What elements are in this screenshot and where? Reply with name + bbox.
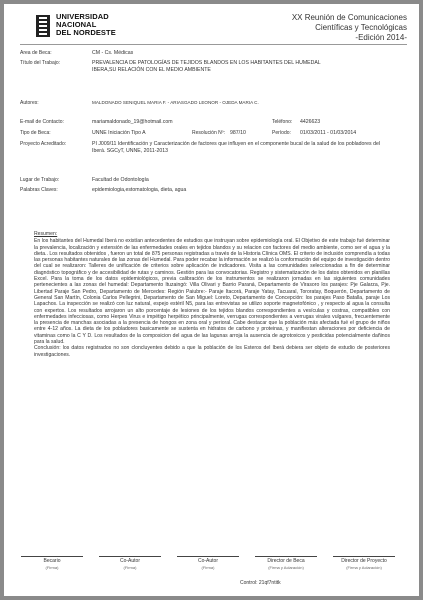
period-label: Período: — [272, 130, 291, 136]
email-label: E-mail de Contacto: — [20, 119, 64, 125]
signature-line — [21, 556, 83, 557]
place-value: Facultad de Odontología — [92, 177, 149, 183]
period-value: 01/03/2011 - 01/03/2014 — [300, 130, 357, 136]
signature-sub: (Firma) — [123, 565, 137, 570]
signature-title: Director de Beca — [267, 558, 305, 564]
signature-line — [177, 556, 239, 557]
signature-title: Co-Autor — [119, 558, 140, 564]
university-name — [56, 13, 116, 37]
header-divider — [20, 44, 407, 45]
signature-sub: (Firma y Aclaración) — [268, 565, 304, 570]
conference-line-2: Científicas y Tecnológicas — [315, 23, 407, 32]
signature-title: Director de Proyecto — [341, 558, 387, 564]
conference-line-3: -Edición 2014- — [355, 33, 407, 42]
signature-title: Co-Autor — [197, 558, 218, 564]
signature-sub: (Firma y Aclaración) — [346, 565, 382, 570]
control-code: Control: 21qf7ntitk — [240, 580, 281, 586]
signature-sub: (Firma) — [45, 565, 59, 570]
document-page — [4, 4, 419, 596]
email-value: mariamaldonado_19@hotmail.com — [92, 119, 173, 125]
area-value: CM - Cs. Médicas — [92, 50, 134, 56]
university-line-2: NACIONAL — [56, 20, 97, 29]
type-label: Tipo de Beca: — [20, 130, 51, 136]
phone-value: 4426623 — [300, 119, 321, 125]
university-line-1: UNIVERSIDAD — [56, 12, 109, 21]
university-logo-stripes — [39, 17, 47, 35]
phone-label: Teléfono: — [272, 119, 293, 125]
place-label: Lugar de Trabajo: — [20, 177, 60, 183]
title-label: Título del Trabajo: — [20, 60, 61, 66]
resolution-label: Resolución Nº: — [192, 130, 225, 136]
keywords-value: epidemiologia,estomatologia, dieta, agua — [92, 187, 187, 193]
area-label: Area de Beca: — [20, 50, 52, 56]
authors-value: MALDONADO SENIQUEL MARIA F. - ARIASGADO LEONOR - OJEDA MARIA C. — [92, 100, 259, 105]
signature-line — [255, 556, 317, 557]
university-line-3: DEL NORDESTE — [56, 28, 116, 37]
authors-label: Autores: — [20, 100, 39, 106]
title-value: PREVALENCIA DE PATOLOGÍAS DE TEJIDOS BLANDOS EN LOS HABITANTES DEL HUMEDAL IBERA,SU RELACIÓN CON EL MEDIO AMBIENTE — [92, 60, 321, 73]
conference-line-1: XX Reunión de Comunicaciones — [291, 13, 407, 22]
signature-sub: (Firma) — [201, 565, 215, 570]
abstract-title: Resumen: — [34, 231, 58, 237]
project-value: PI J009/11 Identificación y Caracterización de factores que influyen en el componente bucal de la salud de los pobladores del Iberá. SGCyT, UNNE, 2011-2013 — [92, 141, 380, 154]
signature-line — [99, 556, 161, 557]
abstract-conclusion: Conclusión: los datos registrados no son cloncluyentes debido a que la población de los Esteros del Iberá debiera ser objeto de estudio de posteriores investigaciones. — [34, 345, 390, 358]
signature-line — [333, 556, 395, 557]
type-value: UNNE Iniciación Tipo A — [92, 130, 146, 136]
resolution-value: 987/10 — [230, 130, 246, 136]
project-label: Proyecto Acreditado: — [20, 141, 67, 147]
conference-title — [247, 13, 407, 43]
keywords-label: Palabras Claves: — [20, 187, 58, 193]
signature-title: Becario — [43, 558, 61, 564]
abstract — [34, 231, 390, 358]
abstract-paragraph: En los habitantes del Humedal Iberá no existían antecedentes de estudios que instruyan sobre epidemiología oral. El Objetivo de este trabajo fué determinar la prevalencia, localización y extensión de las enfermedades orales en tejidos blandos y su relacion con factores del medio ambiente, como ser el agua y la dieta.. Los resultados obtenidos , fueron un total de 875 personas registradas a través de la Historia Clínica OMS. El criterio de inclusión comprendía a todas las personas habitantes naturales de las zonas del Humedal. Para poder recabar la información se realizó la conformación del equipo de investigación dentro del cual se realizaron: Talleres de unificación de criterios sobre aplicación de indicadores. Visita a las comunidades seleccionadas a fin de determinar diagnóstico topográfico y de accesibilidad de rutas y caminos. Gestión para las convocatorias. Registro y sistematización de los datos obtenidos en planillas Excel. Para la toma de los datos epidemiológicos, previa calibración de los instrumentos se realizaron jornadas en las siguientes comunidades pertenecientes a las zonas del humedal: Departamento Ituzaingó: Villa Olivari y Barrio Paraná, Departamento de Virasoro los parajes: Pje Galarza, Pje. Libertad Paraje San Pedro, Departamento de Mercedes: Región Paiubre:- Paraje Itacorá, Paraje Yatay, Tacuaral, Tororatay, Boquerón, Departamento de General San Martín, Colonia Carlos Pellegrini, Departamento de San Miguel: Loreto, Departamento de Concepción: los parajes Paso Batalla, paraje Los Lapachos. La inspección se realizó con luz natural, espejo estéril N5, para las entrevistas se utilizo soporte magnetofónico , y respecto al agua la consulta con expertos. Los resultados arrojaron un alto porcentaje de lesiones de los tejidos blandos correspondientes a vesículas y costras, compatibles con enfermedades infecciosas, como Herpes Virus e impétigo herpético principalmente, verrugas correspondientes a verrugas virales vulgares, frecuentemente la presencia de manchas asociadas a la presencia de hongos en zona oral y perioral. Cabe destacar que la población más afectada fué el grupo de niños entre 4-12 años. La dieta de los pobladores basicamente se sustenta en hidratos de carbono y proteinas, y manifiestan alteraciones por deficiencia de vitaminas como la C Y D. Los resultados de la composicion del agua de las lagunas arroja la ausencia de agrotoxicos y pesticidas potencialmente dañinos para la salud. — [34, 238, 390, 346]
